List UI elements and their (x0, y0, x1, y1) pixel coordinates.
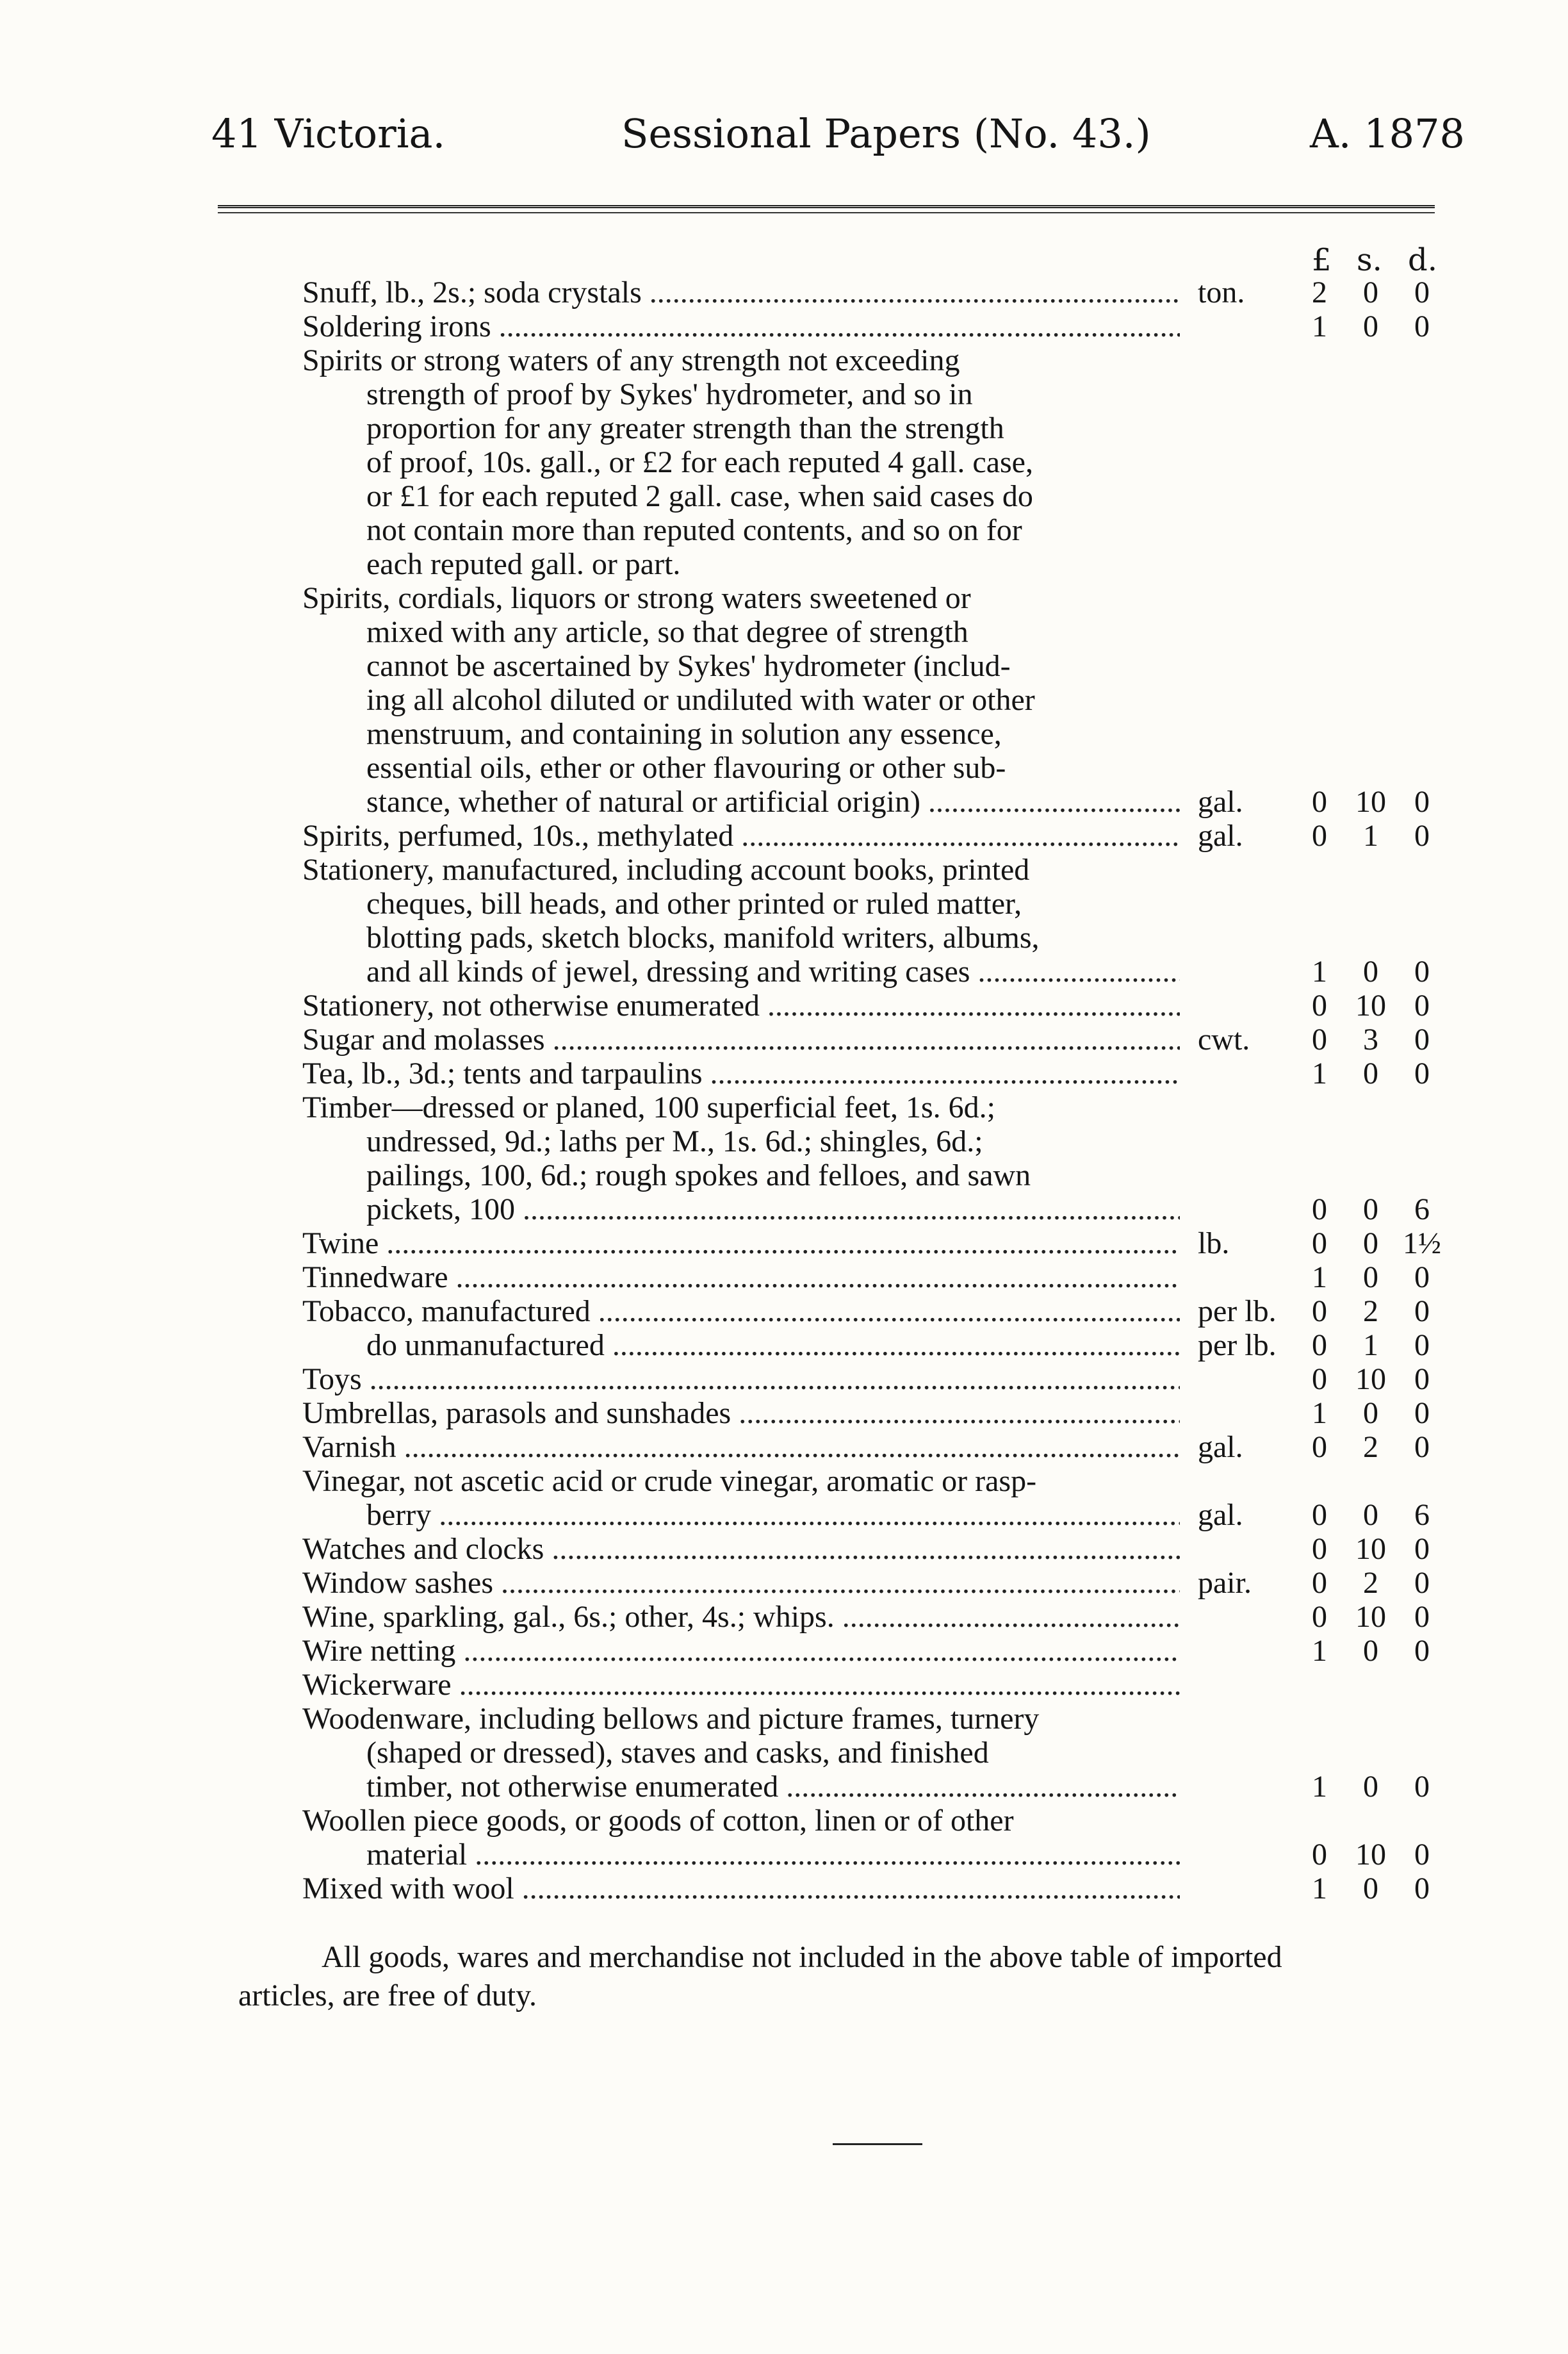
entry-description (302, 1260, 1180, 1294)
tariff-entry (0, 1362, 1568, 1396)
tariff-entry (0, 1328, 1568, 1362)
entry-pence: 0 (1414, 1872, 1430, 1905)
header-rule (218, 205, 1435, 213)
entry-line: timber, not otherwise enumerated ..... (302, 1770, 1180, 1804)
entry-pounds: 0 (1312, 785, 1327, 819)
page-header (0, 110, 1568, 181)
entry-description (302, 1600, 1180, 1634)
entry-pounds: 1 (1312, 309, 1327, 343)
entry-description (302, 1091, 1180, 1226)
tariff-entry (0, 1702, 1568, 1804)
tariff-entry (0, 1430, 1568, 1464)
entry-shillings: 2 (1363, 1294, 1378, 1328)
entry-pence: 0 (1414, 1328, 1430, 1362)
entry-line: not contain more than reputed contents, and so on for (366, 513, 1022, 547)
entry-pence: 0 (1414, 1634, 1430, 1668)
footer-note (238, 1938, 1455, 2015)
entry-pounds: 1 (1312, 955, 1327, 989)
entry-line: Tinnedware ..... (302, 1260, 1180, 1294)
entry-line: each reputed gall. or part. (366, 547, 681, 581)
entry-line: do unmanufactured ..... (302, 1328, 1180, 1362)
entry-pence: 0 (1414, 1566, 1430, 1600)
entry-shillings: 1 (1363, 819, 1378, 853)
entry-pounds: 0 (1312, 989, 1327, 1023)
entry-shillings: 0 (1363, 955, 1378, 989)
entry-line: proportion for any greater strength than the strength (366, 411, 1004, 445)
entry-shillings: 2 (1363, 1566, 1378, 1600)
entry-line: Wine, sparkling, gal., 6s.; other, 4s.; whips. ..... (302, 1600, 1180, 1634)
entry-pence: 0 (1414, 819, 1430, 853)
entry-pounds: 0 (1312, 1192, 1327, 1226)
shillings-column-header: s. (1357, 242, 1382, 278)
entry-pence: 0 (1414, 309, 1430, 343)
entry-description (302, 343, 1180, 581)
entry-line: Mixed with wool ..... (302, 1872, 1180, 1905)
entry-shillings: 0 (1363, 1872, 1378, 1905)
entry-description (302, 1226, 1180, 1260)
entry-shillings: 10 (1355, 1532, 1386, 1566)
entry-unit: gal. (1198, 819, 1243, 853)
tariff-entry (0, 276, 1568, 309)
entry-description (302, 1430, 1180, 1464)
entry-line: berry ..... (302, 1498, 1180, 1532)
entry-pounds: 0 (1312, 1600, 1327, 1634)
entry-pence: 0 (1414, 1532, 1430, 1566)
entry-pence: 0 (1414, 955, 1430, 989)
tariff-table (0, 276, 1568, 1905)
header-regnal-year: 41 Victoria. (211, 110, 446, 157)
tariff-entry (0, 853, 1568, 989)
entry-shillings: 10 (1355, 1838, 1386, 1872)
header-title: Sessional Papers (No. 43.) (621, 110, 1151, 157)
entry-line: Spirits, cordials, liquors or strong waters sweetened or (302, 581, 971, 615)
entry-description (302, 1057, 1180, 1091)
entry-pounds: 1 (1312, 1396, 1327, 1430)
entry-description (302, 1294, 1180, 1328)
tariff-entry (0, 989, 1568, 1023)
entry-pounds: 0 (1312, 1430, 1327, 1464)
tariff-entry (0, 309, 1568, 343)
tariff-entry (0, 581, 1568, 819)
tariff-entry (0, 1872, 1568, 1905)
entry-shillings: 0 (1363, 276, 1378, 309)
entry-line: undressed, 9d.; laths per M., 1s. 6d.; shingles, 6d.; (366, 1124, 983, 1158)
entry-line: cheques, bill heads, and other printed or ruled matter, (366, 887, 1022, 921)
entry-shillings: 1 (1363, 1328, 1378, 1362)
entry-line: cannot be ascertained by Sykes' hydrometer (includ- (366, 649, 1011, 683)
entry-pounds: 0 (1312, 819, 1327, 853)
entry-line: Woollen piece goods, or goods of cotton, linen or of other (302, 1804, 1014, 1838)
entry-shillings: 0 (1363, 1192, 1378, 1226)
tariff-entry (0, 1634, 1568, 1668)
entry-line: Woodenware, including bellows and picture frames, turnery (302, 1702, 1040, 1736)
entry-pounds: 0 (1312, 1226, 1327, 1260)
entry-description (302, 1328, 1180, 1362)
entry-line: essential oils, ether or other flavouring or other sub- (366, 751, 1006, 785)
entry-pence: 0 (1414, 1770, 1430, 1804)
entry-line: Spirits or strong waters of any strength not exceeding (302, 343, 960, 377)
entry-pence: 0 (1414, 1294, 1430, 1328)
pounds-column-header: £ (1312, 242, 1332, 278)
entry-pence: 0 (1414, 276, 1430, 309)
tariff-entry (0, 1294, 1568, 1328)
entry-line: Twine ..... (302, 1226, 1180, 1260)
entry-pounds: 0 (1312, 1838, 1327, 1872)
tariff-entry (0, 1023, 1568, 1057)
entry-unit: gal. (1198, 1498, 1243, 1532)
entry-shillings: 10 (1355, 1600, 1386, 1634)
entry-description (302, 1804, 1180, 1872)
entry-line: Timber—dressed or planed, 100 superficial feet, 1s. 6d.; (302, 1091, 995, 1124)
entry-line: or £1 for each reputed 2 gall. case, when said cases do (366, 479, 1033, 513)
entry-pence: 6 (1414, 1192, 1430, 1226)
entry-shillings: 10 (1355, 989, 1386, 1023)
entry-line: pickets, 100 ..... (302, 1192, 1180, 1226)
entry-description (302, 309, 1180, 343)
entry-pounds: 0 (1312, 1362, 1327, 1396)
entry-pounds: 1 (1312, 1770, 1327, 1804)
entry-unit: lb. (1198, 1226, 1230, 1260)
entry-shillings: 3 (1363, 1023, 1378, 1057)
entry-pence: 6 (1414, 1498, 1430, 1532)
entry-pounds: 0 (1312, 1294, 1327, 1328)
entry-line: Spirits, perfumed, 10s., methylated ..... (302, 819, 1180, 853)
entry-description (302, 1566, 1180, 1600)
entry-pence: 0 (1414, 1396, 1430, 1430)
entry-description (302, 1362, 1180, 1396)
entry-shillings: 0 (1363, 309, 1378, 343)
end-rule (833, 2143, 922, 2145)
entry-pounds: 0 (1312, 1023, 1327, 1057)
entry-line: Tobacco, manufactured ..... (302, 1294, 1180, 1328)
tariff-entry (0, 1600, 1568, 1634)
entry-shillings: 10 (1355, 785, 1386, 819)
entry-description (302, 989, 1180, 1023)
entry-unit: gal. (1198, 785, 1243, 819)
tariff-entry (0, 1226, 1568, 1260)
entry-pence: 0 (1414, 1600, 1430, 1634)
tariff-entry (0, 1396, 1568, 1430)
entry-line: Vinegar, not ascetic acid or crude vinegar, aromatic or rasp- (302, 1464, 1037, 1498)
tariff-entry (0, 1804, 1568, 1872)
tariff-entry (0, 1566, 1568, 1600)
entry-description (302, 1396, 1180, 1430)
entry-line: Stationery, not otherwise enumerated ..... (302, 989, 1180, 1023)
entry-line: and all kinds of jewel, dressing and writing cases ..... (302, 955, 1180, 989)
entry-description (302, 1634, 1180, 1668)
footer-line-1: All goods, wares and merchandise not included in the above table of imported (322, 1940, 1282, 1974)
entry-pence: 0 (1414, 1430, 1430, 1464)
tariff-entry (0, 1668, 1568, 1702)
tariff-entry (0, 1532, 1568, 1566)
header-year: A. 1878 (1310, 110, 1465, 157)
entry-pounds: 0 (1312, 1328, 1327, 1362)
entry-description (302, 276, 1180, 309)
entry-description (302, 853, 1180, 989)
entry-line: Umbrellas, parasols and sunshades ..... (302, 1396, 1180, 1430)
entry-shillings: 10 (1355, 1362, 1386, 1396)
entry-shillings: 0 (1363, 1396, 1378, 1430)
entry-pounds: 0 (1312, 1532, 1327, 1566)
tariff-entry (0, 1057, 1568, 1091)
entry-pounds: 2 (1312, 276, 1327, 309)
entry-description (302, 819, 1180, 853)
entry-description (302, 581, 1180, 819)
entry-unit: pair. (1198, 1566, 1252, 1600)
entry-shillings: 0 (1363, 1770, 1378, 1804)
entry-line: Window sashes ..... (302, 1566, 1180, 1600)
entry-line: material ..... (302, 1838, 1180, 1872)
tariff-entry (0, 1464, 1568, 1532)
pence-column-header: d. (1408, 242, 1437, 278)
entry-line: (shaped or dressed), staves and casks, and finished (366, 1736, 989, 1770)
entry-line: blotting pads, sketch blocks, manifold writers, albums, (366, 921, 1040, 955)
entry-description (302, 1702, 1180, 1804)
entry-shillings: 0 (1363, 1260, 1378, 1294)
entry-pence: 0 (1414, 1023, 1430, 1057)
entry-pounds: 1 (1312, 1260, 1327, 1294)
entry-pence: 0 (1414, 1362, 1430, 1396)
entry-line: Toys ..... (302, 1362, 1180, 1396)
entry-pounds: 0 (1312, 1566, 1327, 1600)
entry-description (302, 1532, 1180, 1566)
footer-line-2: articles, are free of duty. (238, 1979, 537, 2012)
entry-shillings: 0 (1363, 1634, 1378, 1668)
entry-unit: per lb. (1198, 1294, 1277, 1328)
entry-line: Soldering irons ..... (302, 309, 1180, 343)
tariff-entry (0, 1091, 1568, 1226)
entry-line: Sugar and molasses ..... (302, 1023, 1180, 1057)
entry-line: of proof, 10s. gall., or £2 for each reputed 4 gall. case, (366, 445, 1033, 479)
entry-shillings: 0 (1363, 1226, 1378, 1260)
entry-description (302, 1023, 1180, 1057)
tariff-entry (0, 1260, 1568, 1294)
entry-line: pailings, 100, 6d.; rough spokes and felloes, and sawn (366, 1158, 1031, 1192)
entry-pence: 0 (1414, 1838, 1430, 1872)
tariff-entry (0, 819, 1568, 853)
entry-unit: per lb. (1198, 1328, 1277, 1362)
entry-line: Wickerware ..... (302, 1668, 1180, 1702)
entry-pounds: 1 (1312, 1057, 1327, 1091)
entry-pence: 0 (1414, 1260, 1430, 1294)
entry-pence: 0 (1414, 1057, 1430, 1091)
entry-line: strength of proof by Sykes' hydrometer, and so in (366, 377, 973, 411)
entry-pence: 0 (1414, 989, 1430, 1023)
entry-shillings: 0 (1363, 1057, 1378, 1091)
entry-description (302, 1872, 1180, 1905)
entry-description (302, 1668, 1180, 1702)
entry-shillings: 2 (1363, 1430, 1378, 1464)
entry-line: mixed with any article, so that degree of strength (366, 615, 968, 649)
entry-line: Varnish ..... (302, 1430, 1180, 1464)
entry-unit: ton. (1198, 276, 1245, 309)
entry-shillings: 0 (1363, 1498, 1378, 1532)
entry-line: Stationery, manufactured, including account books, printed (302, 853, 1030, 887)
entry-line: Snuff, lb., 2s.; soda crystals ..... (302, 276, 1180, 309)
entry-pounds: 1 (1312, 1872, 1327, 1905)
entry-pence: 0 (1414, 785, 1430, 819)
entry-line: Watches and clocks ..... (302, 1532, 1180, 1566)
entry-pence: 1½ (1403, 1226, 1441, 1260)
entry-description (302, 1464, 1180, 1532)
entry-line: menstruum, and containing in solution any essence, (366, 717, 1002, 751)
entry-line: Wire netting ..... (302, 1634, 1180, 1668)
entry-line: stance, whether of natural or artificial origin) ..... (302, 785, 1180, 819)
entry-pounds: 0 (1312, 1498, 1327, 1532)
entry-pounds: 1 (1312, 1634, 1327, 1668)
entry-unit: gal. (1198, 1430, 1243, 1464)
entry-unit: cwt. (1198, 1023, 1250, 1057)
tariff-entry (0, 343, 1568, 581)
entry-line: Tea, lb., 3d.; tents and tarpaulins ..... (302, 1057, 1180, 1091)
entry-line: ing all alcohol diluted or undiluted with water or other (366, 683, 1035, 717)
